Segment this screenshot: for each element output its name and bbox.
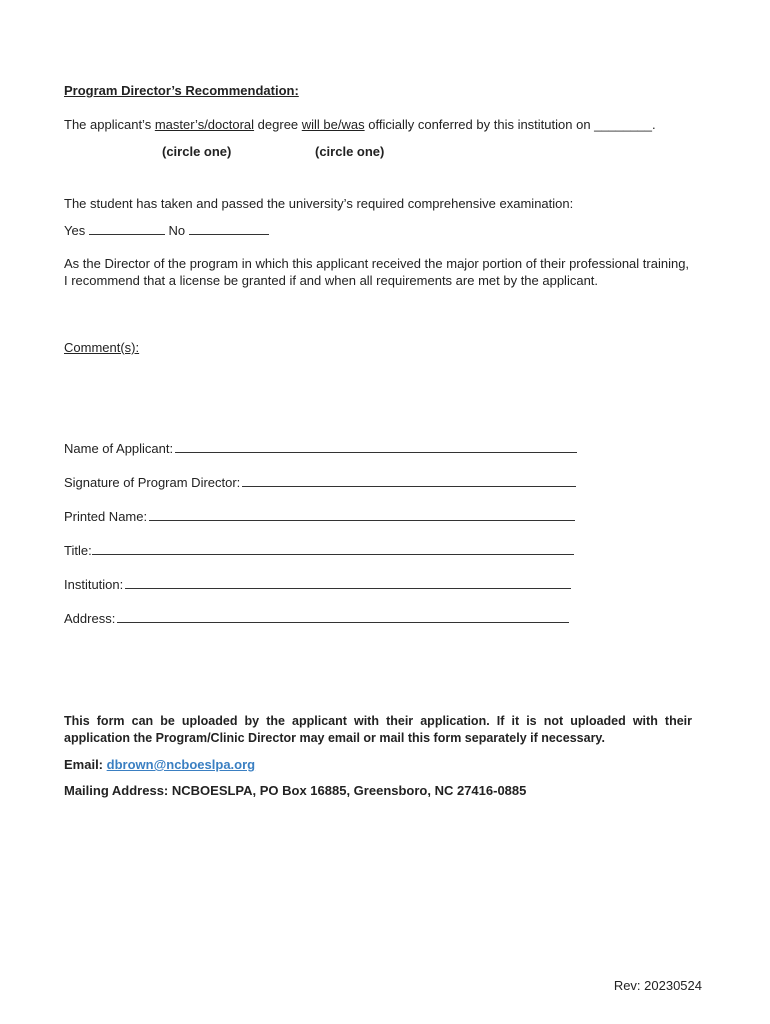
email-label: Email:	[64, 757, 104, 772]
printed-name-label: Printed Name:	[64, 509, 148, 524]
upload-instructions: This form can be uploaded by the applicant with their application. If it is not uploaded with their application the Program/Clinic Director may email or mail this form separately if necessary.	[64, 714, 692, 745]
conferral-status-options[interactable]: will be/was	[301, 117, 365, 132]
revision-label: Rev: 20230524	[613, 978, 702, 993]
yes-label: Yes	[64, 223, 86, 238]
institution-label: Institution:	[64, 577, 124, 592]
no-label: No	[168, 223, 186, 238]
title-field[interactable]	[92, 543, 574, 555]
yes-blank-field[interactable]	[89, 223, 165, 235]
applicant-name-label: Name of Applicant:	[64, 441, 174, 456]
recommendation-paragraph: As the Director of the program in which this applicant received the major portion of their professional training, I recommend that a license be granted if and when all requirements are met by the applicant.	[64, 256, 690, 288]
institution-field[interactable]	[125, 577, 571, 589]
applicant-name-row	[64, 441, 577, 457]
institution-row	[64, 577, 571, 593]
address-row	[64, 611, 569, 627]
address-label: Address:	[64, 611, 116, 626]
director-signature-field[interactable]	[242, 475, 576, 487]
degree-line-suffix: officially conferred by this institution on ________.	[364, 117, 656, 132]
email-link[interactable]: dbrown@ncboeslpa.org	[106, 757, 256, 772]
degree-conferral-line	[64, 117, 656, 133]
circle-one-hint-status: (circle one)	[315, 144, 385, 159]
degree-type-options[interactable]: master’s/doctoral	[154, 117, 255, 132]
director-signature-row	[64, 475, 576, 491]
degree-line-middle: degree	[254, 117, 302, 132]
address-field[interactable]	[117, 611, 569, 623]
printed-name-field[interactable]	[149, 509, 575, 521]
email-row	[64, 757, 255, 773]
section-heading: Program Director’s Recommendation:	[64, 83, 299, 98]
no-blank-field[interactable]	[189, 223, 269, 235]
title-row	[64, 543, 574, 559]
exam-yes-no-row	[64, 223, 269, 239]
circle-one-hint-degree: (circle one)	[162, 144, 232, 159]
applicant-name-field[interactable]	[175, 441, 577, 453]
printed-name-row	[64, 509, 575, 525]
degree-line-prefix: The applicant’s	[64, 117, 155, 132]
title-label: Title:	[64, 543, 92, 558]
exam-statement: The student has taken and passed the university’s required comprehensive examination:	[64, 196, 574, 211]
comments-label: Comment(s):	[64, 340, 140, 355]
mailing-address: Mailing Address: NCBOESLPA, PO Box 16885, Greensboro, NC 27416-0885	[64, 783, 527, 798]
director-signature-label: Signature of Program Director:	[64, 475, 241, 490]
